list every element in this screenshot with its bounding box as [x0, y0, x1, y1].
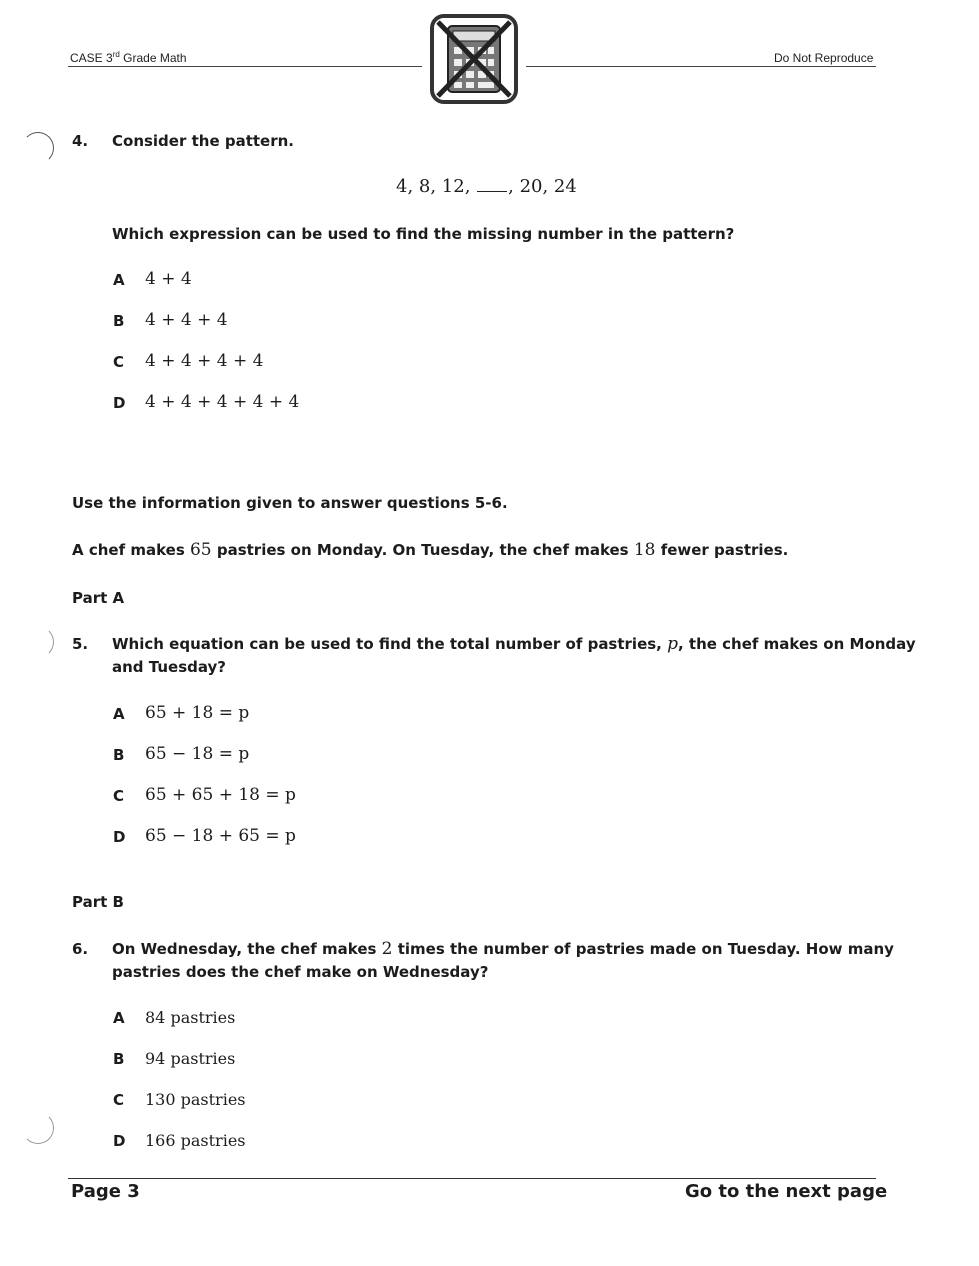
q6-option-a-letter[interactable]: A: [113, 1009, 125, 1027]
q6-line1-part1: On Wednesday, the chef makes: [112, 940, 382, 958]
q4-intro: Consider the pattern.: [112, 132, 294, 150]
q4-number: 4.: [72, 132, 89, 150]
binder-hole-2: [22, 626, 54, 658]
info-scenario-part1: A chef makes: [72, 541, 190, 559]
q5-option-a-letter[interactable]: A: [113, 705, 125, 723]
q4-option-a-text[interactable]: 4 + 4: [145, 269, 192, 289]
q4-option-b-text[interactable]: 4 + 4 + 4: [145, 310, 228, 330]
q5-variable-p: p: [667, 634, 678, 654]
page-number: Page 3: [71, 1181, 140, 1202]
q5-number: 5.: [72, 635, 89, 653]
q4-option-d-letter[interactable]: D: [113, 394, 126, 412]
q6-line1: [112, 938, 894, 961]
q4-option-c-letter[interactable]: C: [113, 353, 125, 371]
info-scenario-part3: fewer pastries.: [655, 541, 789, 559]
q4-pattern-after: , 20, 24: [508, 176, 577, 197]
info-scenario: [72, 539, 788, 562]
q5-option-a-text[interactable]: 65 + 18 = p: [145, 703, 250, 723]
info-scenario-fewer-count: 18: [633, 540, 656, 560]
header-right: Do Not Reproduce: [774, 51, 874, 65]
header-rule-right: [526, 66, 876, 67]
q5-option-b-letter[interactable]: B: [113, 746, 125, 764]
q6-number: 6.: [72, 940, 89, 958]
q6-line2: pastries does the chef make on Wednesday?: [112, 963, 489, 981]
info-scenario-part2: pastries on Monday. On Tuesday, the chef makes: [211, 541, 634, 559]
q5-option-c-letter[interactable]: C: [113, 787, 125, 805]
q5-option-b-text[interactable]: 65 − 18 = p: [145, 744, 250, 764]
binder-hole-3: [22, 1112, 54, 1144]
q6-line1-part2: times the number of pastries made on Tuesday. How many: [392, 940, 894, 958]
q4-option-a-letter[interactable]: A: [113, 271, 125, 289]
footer-rule: [68, 1178, 876, 1179]
no-calculator-icon: [428, 12, 520, 106]
q6-option-a-text[interactable]: 84 pastries: [145, 1008, 236, 1027]
q4-option-c-text[interactable]: 4 + 4 + 4 + 4: [145, 351, 264, 371]
q4-pattern: [396, 176, 577, 197]
q4-option-d-text[interactable]: 4 + 4 + 4 + 4 + 4: [145, 392, 300, 412]
q4-prompt: Which expression can be used to find the missing number in the pattern?: [112, 225, 735, 243]
header-grade-prefix: CASE 3: [70, 51, 113, 65]
q5-option-c-text[interactable]: 65 + 65 + 18 = p: [145, 785, 296, 805]
q6-option-d-text[interactable]: 166 pastries: [145, 1131, 246, 1150]
info-instruction: Use the information given to answer questions 5-6.: [72, 494, 508, 512]
q4-pattern-blank: [477, 191, 507, 192]
q4-option-b-letter[interactable]: B: [113, 312, 125, 330]
header-grade-sup: rd: [112, 50, 120, 59]
q6-option-b-text[interactable]: 94 pastries: [145, 1049, 236, 1068]
header-grade-suffix: Grade Math: [119, 51, 187, 65]
q5-option-d-text[interactable]: 65 − 18 + 65 = p: [145, 826, 296, 846]
q6-option-c-text[interactable]: 130 pastries: [145, 1090, 246, 1109]
q6-option-b-letter[interactable]: B: [113, 1050, 125, 1068]
q6-option-d-letter[interactable]: D: [113, 1132, 126, 1150]
q6-multiplier: 2: [381, 939, 393, 959]
q6-option-c-letter[interactable]: C: [113, 1091, 125, 1109]
header-left: [70, 50, 187, 65]
part-a-label: Part A: [72, 589, 125, 607]
binder-hole-1: [22, 132, 54, 164]
q5-line1-part2: , the chef makes on Monday: [678, 635, 916, 653]
q5-line2: and Tuesday?: [112, 658, 227, 676]
q5-option-d-letter[interactable]: D: [113, 828, 126, 846]
part-b-label: Part B: [72, 893, 124, 911]
header-rule-left: [68, 66, 422, 67]
q5-line1-part1: Which equation can be used to find the total number of pastries,: [112, 635, 668, 653]
q5-line1: [112, 633, 916, 656]
go-to-next-page: Go to the next page: [685, 1181, 888, 1202]
q4-pattern-before: 4, 8, 12,: [396, 176, 477, 197]
info-scenario-monday-count: 65: [189, 540, 212, 560]
